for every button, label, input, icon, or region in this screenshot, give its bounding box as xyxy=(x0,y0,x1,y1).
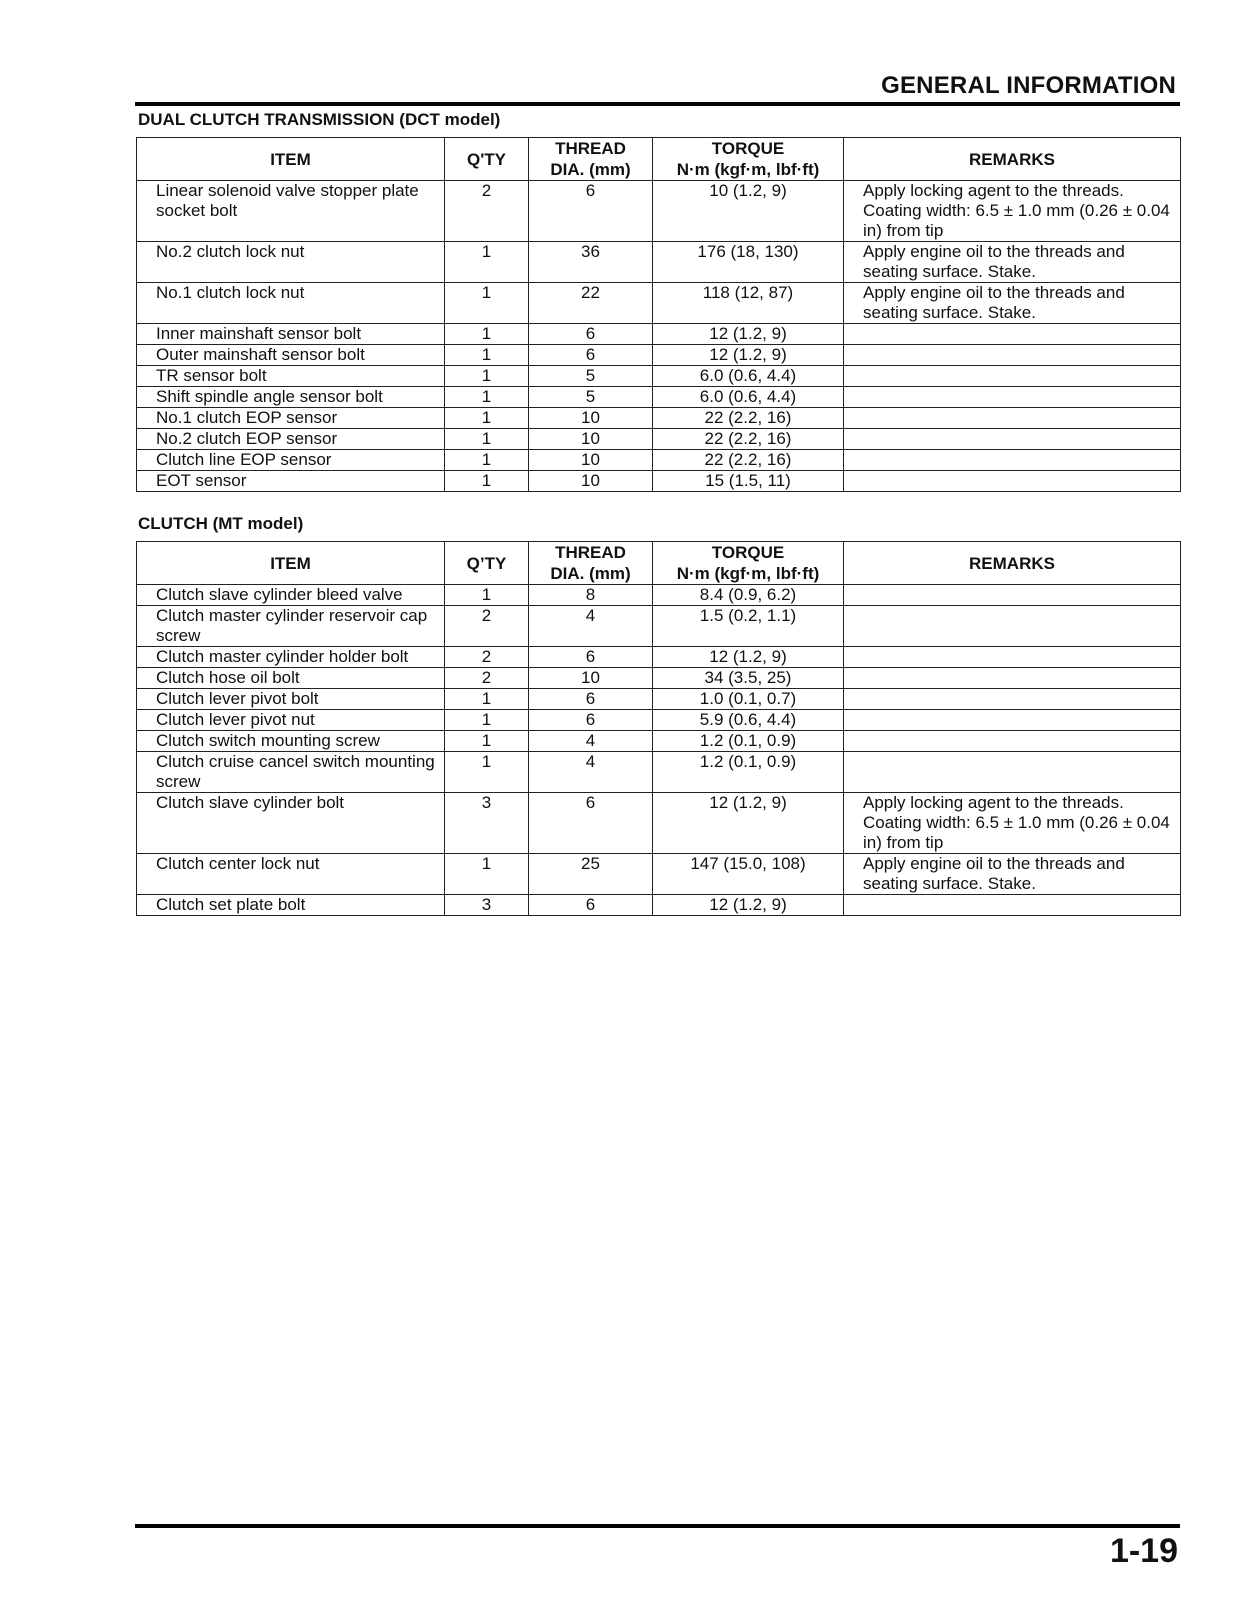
torque-cell: 10 (1.2, 9) xyxy=(653,181,844,242)
item-cell: No.1 clutch EOP sensor xyxy=(137,408,445,429)
qty-cell: 2 xyxy=(445,668,529,689)
thread-cell: 4 xyxy=(529,606,653,647)
torque-cell: 12 (1.2, 9) xyxy=(653,647,844,668)
remarks-cell: Apply engine oil to the threads and seating surface. Stake. xyxy=(844,242,1181,283)
thread-cell: 6 xyxy=(529,710,653,731)
clutch-col-torque xyxy=(653,542,844,585)
torque-cell: 6.0 (0.6, 4.4) xyxy=(653,387,844,408)
remarks-cell xyxy=(844,647,1181,668)
item-cell: No.2 clutch EOP sensor xyxy=(137,429,445,450)
torque-cell: 12 (1.2, 9) xyxy=(653,895,844,916)
table-row xyxy=(137,854,1181,895)
item-cell: Clutch line EOP sensor xyxy=(137,450,445,471)
qty-cell: 1 xyxy=(445,854,529,895)
qty-cell: 1 xyxy=(445,408,529,429)
torque-cell: 6.0 (0.6, 4.4) xyxy=(653,366,844,387)
table-row xyxy=(137,752,1181,793)
dct-col-torque-line1: TORQUE xyxy=(711,139,785,158)
item-cell: No.2 clutch lock nut xyxy=(137,242,445,283)
dct-section-title: DUAL CLUTCH TRANSMISSION (DCT model) xyxy=(138,110,501,129)
qty-cell: 2 xyxy=(445,606,529,647)
thread-cell: 6 xyxy=(529,181,653,242)
torque-cell: 5.9 (0.6, 4.4) xyxy=(653,710,844,731)
torque-cell: 118 (12, 87) xyxy=(653,283,844,324)
item-cell: Clutch slave cylinder bolt xyxy=(137,793,445,854)
remarks-cell: Apply locking agent to the threads. Coating width: 6.5 ± 1.0 mm (0.26 ± 0.04 in) from tip xyxy=(844,181,1181,242)
torque-cell: 1.2 (0.1, 0.9) xyxy=(653,752,844,793)
thread-cell: 6 xyxy=(529,793,653,854)
qty-cell: 1 xyxy=(445,585,529,606)
clutch-col-thread-line2: DIA. (mm) xyxy=(550,564,631,583)
torque-cell: 22 (2.2, 16) xyxy=(653,408,844,429)
thread-cell: 4 xyxy=(529,731,653,752)
item-cell: Clutch hose oil bolt xyxy=(137,668,445,689)
dct-col-qty: Q'TY xyxy=(445,138,529,181)
item-cell: Outer mainshaft sensor bolt xyxy=(137,345,445,366)
table-row xyxy=(137,731,1181,752)
torque-cell: 1.0 (0.1, 0.7) xyxy=(653,689,844,710)
table-row xyxy=(137,181,1181,242)
item-cell: Clutch slave cylinder bleed valve xyxy=(137,585,445,606)
thread-cell: 10 xyxy=(529,450,653,471)
item-cell: Clutch switch mounting screw xyxy=(137,731,445,752)
qty-cell: 1 xyxy=(445,710,529,731)
item-cell: EOT sensor xyxy=(137,471,445,492)
remarks-cell xyxy=(844,710,1181,731)
footer-rule xyxy=(135,1524,1180,1528)
clutch-col-torque-line2: N·m (kgf·m, lbf·ft) xyxy=(676,564,820,583)
thread-cell: 6 xyxy=(529,689,653,710)
qty-cell: 1 xyxy=(445,366,529,387)
qty-cell: 2 xyxy=(445,647,529,668)
torque-cell: 12 (1.2, 9) xyxy=(653,793,844,854)
item-cell: Clutch master cylinder reservoir cap screw xyxy=(137,606,445,647)
torque-cell: 8.4 (0.9, 6.2) xyxy=(653,585,844,606)
table-row xyxy=(137,450,1181,471)
item-cell: TR sensor bolt xyxy=(137,366,445,387)
table-row xyxy=(137,283,1181,324)
thread-cell: 5 xyxy=(529,366,653,387)
qty-cell: 1 xyxy=(445,731,529,752)
remarks-cell xyxy=(844,387,1181,408)
table-row xyxy=(137,366,1181,387)
torque-cell: 22 (2.2, 16) xyxy=(653,450,844,471)
qty-cell: 1 xyxy=(445,752,529,793)
dct-col-torque xyxy=(653,138,844,181)
dct-col-remarks: REMARKS xyxy=(844,138,1181,181)
clutch-col-thread-line1: THREAD xyxy=(555,543,626,562)
qty-cell: 1 xyxy=(445,324,529,345)
thread-cell: 10 xyxy=(529,668,653,689)
remarks-cell xyxy=(844,324,1181,345)
torque-cell: 176 (18, 130) xyxy=(653,242,844,283)
table-row xyxy=(137,429,1181,450)
header-rule xyxy=(135,102,1180,106)
thread-cell: 10 xyxy=(529,429,653,450)
qty-cell: 1 xyxy=(445,242,529,283)
remarks-cell xyxy=(844,731,1181,752)
thread-cell: 10 xyxy=(529,408,653,429)
remarks-cell xyxy=(844,345,1181,366)
item-cell: Clutch lever pivot nut xyxy=(137,710,445,731)
table-row xyxy=(137,324,1181,345)
thread-cell: 4 xyxy=(529,752,653,793)
item-cell: No.1 clutch lock nut xyxy=(137,283,445,324)
table-row xyxy=(137,710,1181,731)
table-row xyxy=(137,647,1181,668)
table-row xyxy=(137,408,1181,429)
table-row xyxy=(137,242,1181,283)
dct-col-thread xyxy=(529,138,653,181)
remarks-cell xyxy=(844,752,1181,793)
clutch-section-title: CLUTCH (MT model) xyxy=(138,514,304,533)
remarks-cell xyxy=(844,689,1181,710)
table-row xyxy=(137,585,1181,606)
page-number: 1-19 xyxy=(1109,1532,1178,1570)
thread-cell: 8 xyxy=(529,585,653,606)
thread-cell: 22 xyxy=(529,283,653,324)
table-row xyxy=(137,345,1181,366)
dct-col-torque-line2: N·m (kgf·m, lbf·ft) xyxy=(676,160,820,179)
clutch-col-remarks: REMARKS xyxy=(844,542,1181,585)
dct-torque-table xyxy=(136,137,1181,492)
remarks-cell xyxy=(844,895,1181,916)
remarks-cell xyxy=(844,471,1181,492)
dct-col-thread-line2: DIA. (mm) xyxy=(550,160,631,179)
clutch-table-body xyxy=(137,585,1181,916)
dct-col-item: ITEM xyxy=(137,138,445,181)
torque-cell: 15 (1.5, 11) xyxy=(653,471,844,492)
remarks-cell xyxy=(844,450,1181,471)
qty-cell: 3 xyxy=(445,895,529,916)
clutch-col-thread xyxy=(529,542,653,585)
remarks-cell xyxy=(844,366,1181,387)
qty-cell: 3 xyxy=(445,793,529,854)
thread-cell: 6 xyxy=(529,345,653,366)
torque-cell: 1.5 (0.2, 1.1) xyxy=(653,606,844,647)
torque-cell: 147 (15.0, 108) xyxy=(653,854,844,895)
torque-cell: 1.2 (0.1, 0.9) xyxy=(653,731,844,752)
table-row xyxy=(137,471,1181,492)
thread-cell: 6 xyxy=(529,895,653,916)
remarks-cell xyxy=(844,606,1181,647)
qty-cell: 1 xyxy=(445,345,529,366)
thread-cell: 6 xyxy=(529,647,653,668)
thread-cell: 6 xyxy=(529,324,653,345)
item-cell: Inner mainshaft sensor bolt xyxy=(137,324,445,345)
item-cell: Clutch set plate bolt xyxy=(137,895,445,916)
torque-cell: 34 (3.5, 25) xyxy=(653,668,844,689)
qty-cell: 1 xyxy=(445,471,529,492)
item-cell: Shift spindle angle sensor bolt xyxy=(137,387,445,408)
remarks-cell xyxy=(844,408,1181,429)
clutch-col-torque-line1: TORQUE xyxy=(711,543,785,562)
remarks-cell xyxy=(844,668,1181,689)
qty-cell: 1 xyxy=(445,689,529,710)
thread-cell: 25 xyxy=(529,854,653,895)
qty-cell: 1 xyxy=(445,450,529,471)
page-header-title: GENERAL INFORMATION xyxy=(881,72,1176,99)
table-row xyxy=(137,387,1181,408)
remarks-cell: Apply locking agent to the threads. Coating width: 6.5 ± 1.0 mm (0.26 ± 0.04 in) from tip xyxy=(844,793,1181,854)
clutch-col-qty: Q’TY xyxy=(445,542,529,585)
qty-cell: 1 xyxy=(445,429,529,450)
clutch-table-header-row xyxy=(137,542,1181,585)
torque-cell: 12 (1.2, 9) xyxy=(653,345,844,366)
remarks-cell xyxy=(844,429,1181,450)
thread-cell: 36 xyxy=(529,242,653,283)
item-cell: Clutch lever pivot bolt xyxy=(137,689,445,710)
item-cell: Clutch master cylinder holder bolt xyxy=(137,647,445,668)
dct-table-header-row xyxy=(137,138,1181,181)
dct-table-body xyxy=(137,181,1181,492)
table-row xyxy=(137,895,1181,916)
item-cell: Clutch center lock nut xyxy=(137,854,445,895)
clutch-torque-table xyxy=(136,541,1181,916)
qty-cell: 1 xyxy=(445,387,529,408)
table-row xyxy=(137,689,1181,710)
item-cell: Clutch cruise cancel switch mounting screw xyxy=(137,752,445,793)
remarks-cell: Apply engine oil to the threads and seating surface. Stake. xyxy=(844,283,1181,324)
table-row xyxy=(137,793,1181,854)
table-row xyxy=(137,606,1181,647)
remarks-cell xyxy=(844,585,1181,606)
torque-cell: 12 (1.2, 9) xyxy=(653,324,844,345)
clutch-col-item: ITEM xyxy=(137,542,445,585)
item-cell: Linear solenoid valve stopper plate socket bolt xyxy=(137,181,445,242)
qty-cell: 2 xyxy=(445,181,529,242)
thread-cell: 5 xyxy=(529,387,653,408)
thread-cell: 10 xyxy=(529,471,653,492)
remarks-cell: Apply engine oil to the threads and seating surface. Stake. xyxy=(844,854,1181,895)
dct-col-thread-line1: THREAD xyxy=(555,139,626,158)
table-row xyxy=(137,668,1181,689)
qty-cell: 1 xyxy=(445,283,529,324)
torque-cell: 22 (2.2, 16) xyxy=(653,429,844,450)
